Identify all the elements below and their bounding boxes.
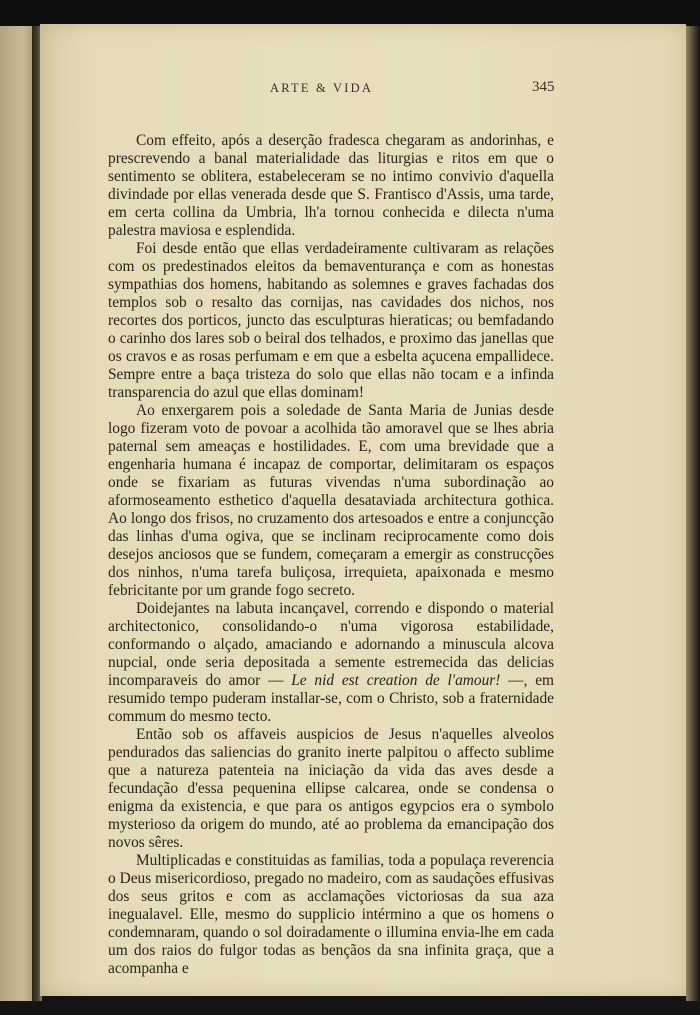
paragraph <box>108 726 554 852</box>
paragraph-text: Com effeito, após a deserção fradesca chegaram as andorinhas, e prescrevendo a banal materialidade das liturgias e ritos em que o sentimento se oblitera, estabeleceram se no intimo convivio d'aquella divindade por ellas venerada desde que S. Frantisco d'Assis, uma tarde, em certa collina da Umbria, lh'a tornou conhecida e dilecta n'uma palestra maviosa e esplendida. <box>108 132 554 239</box>
running-head-title: ARTE & VIDA <box>270 81 374 95</box>
paragraph-text: Ao enxergarem pois a soledade de Santa Maria de Junias desde logo fizeram voto de povoar a acolhida tão amoravel que se lhes abria paternal sem ameaças e hostilidades. E, com uma brevidade que a engenharia humana é incapaz de comportar, delimitaram os espaços onde se fixariam as futuras vivendas n'uma subordinação ao aformoseamento esthetico d'aquella desataviada architectura gothica. Ao longo dos frisos, no cruzamento dos artesoados e entre a conjuncção das linhas d'uma ogiva, que se inclinam reciprocamente como dois desejos anciosos que se fundem, começaram a emergir as construcções dos ninhos, n'uma tarefa buliçosa, irrequieta, apaixonada e mesmo febricitante por um grande fogo secreto. <box>108 402 554 599</box>
running-head <box>40 79 686 99</box>
page-number: 345 <box>532 79 555 95</box>
paragraph <box>108 402 554 600</box>
page-edge-shadow <box>686 26 700 1001</box>
paragraph-text: Então sob os affaveis auspicios de Jesus n'aquelles alveolos pendurados das saliencias do granito inerte palpitou o affecto sublime que a natureza patenteia na iniciação da vida das aves desde a fecundação d'essa pequenina ellipse calcarea, onde se condensa o enigma da existencia, e que para os antigos egypcios era o symbolo mysterioso da origem do mundo, até ao problema da emancipação dos novos sêres. <box>108 726 554 851</box>
book-page <box>40 24 686 996</box>
paragraph-text: —, em resumido tempo puderam installar-se, com o Christo, sob a fraternidade commum do mesmo tecto. <box>108 672 554 725</box>
body-text <box>108 132 554 978</box>
paragraph-text: Foi desde então que ellas verdadeiramente cultivaram as relações com os predestinados eleitos da bemaventurança e com as honestas sympathias dos homens, habitando as solemnes e graves fachadas dos templos sob o resalto das cornijas, nas cavidades dos nichos, nos recortes dos porticos, juncto das esculpturas hieraticas; ou bemfadando o carinho dos lares sob o beiral dos telhados, e proximo das janellas que os cravos e as rosas perfumam e em que a esbelta açucena empallidece. Sempre entre a baça tristeza do solo que ellas não tocam e a infinda transparencia do azul que ellas dominam! <box>108 240 554 401</box>
paragraph <box>108 852 554 978</box>
paragraph <box>108 600 554 726</box>
paragraph <box>108 240 554 402</box>
scan-background-top <box>0 0 700 26</box>
paragraph-text: Multiplicadas e constituidas as familias, toda a populaça reverencia o Deus misericordioso, pregado no madeiro, com as saudações effusivas dos seus gritos e com as acclamações victoriosas da sua aza inegualavel. Elle, mesmo do supplicio intérmino a que os homens o condemnaram, quando o sol doiradamente o illumina envia-lhe em cada um dos raios do fulgor todas as bençãos da sna infinita graça, que a acompanha e <box>108 852 554 977</box>
paragraph <box>108 132 554 240</box>
paragraph-text: Doidejantes na labuta incançavel, correndo e dispondo o material architectonico, consolidando-o n'uma vigorosa estabilidade, conformando o alçado, amaciando e adornando a minuscula alcova nupcial, onde seria depositada a semente estremecida das delicias incomparaveis do amor — <box>108 600 554 689</box>
italic-quote: Le nid est creation de l'amour! <box>291 672 501 689</box>
